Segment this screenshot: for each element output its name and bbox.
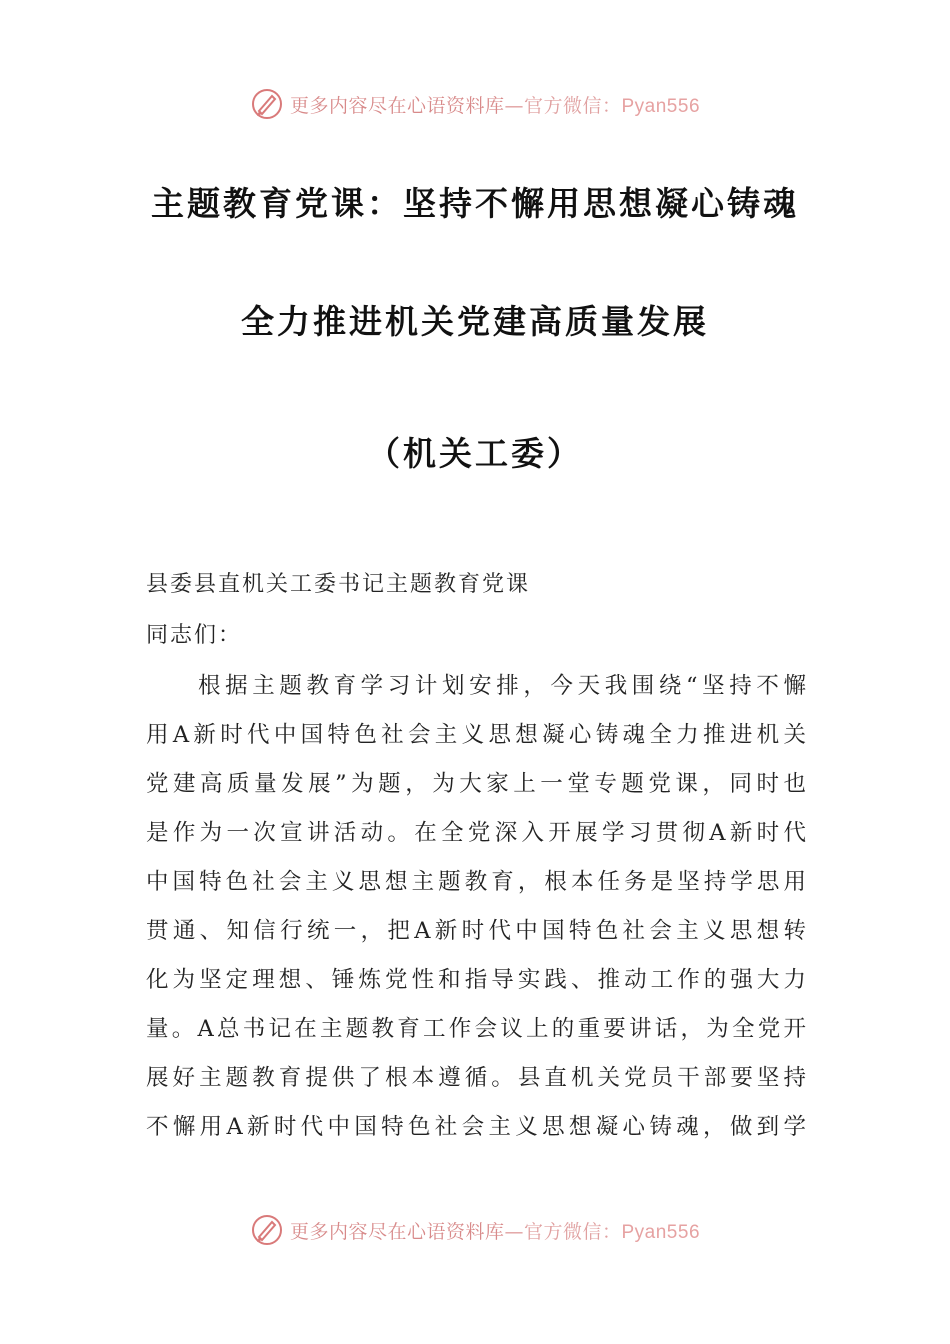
body-line: 用A新时代中国特色社会主义思想凝心铸魂全力推进机关 [146, 722, 806, 748]
body-line: 党建高质量发展”为题，为大家上一堂专题党课，同时也 [146, 771, 806, 797]
pen-logo-icon [250, 87, 284, 121]
salutation: 同志们： [146, 623, 243, 648]
body-paragraph [146, 666, 806, 1156]
title-line-1: 主题教育党课：坚持不懈用思想凝心铸魂 [151, 184, 799, 223]
watermark-wechat-id: Pyan556 [621, 1221, 701, 1243]
body-line: 展好主题教育提供了根本遵循。县直机关党员干部要坚持 [146, 1065, 806, 1091]
body-line: 贯通、知信行统一，把A新时代中国特色社会主义思想转 [146, 918, 806, 944]
body-line: 不懈用A新时代中国特色社会主义思想凝心铸魂，做到学 [146, 1114, 806, 1140]
pen-logo-icon [250, 1213, 284, 1247]
body-line: 是作为一次宣讲活动。在全党深入开展学习贯彻A新时代 [146, 820, 806, 846]
watermark-text [290, 1217, 700, 1244]
watermark-wechat-id: Pyan556 [621, 95, 701, 117]
watermark-brand: 更多内容尽在心语资料库 [289, 1220, 505, 1243]
watermark-label: —官方微信： [504, 1220, 622, 1243]
title-line-2: 全力推进机关党建高质量发展 [241, 302, 709, 341]
subtitle: 县委县直机关工委书记主题教育党课 [146, 572, 531, 597]
watermark-header [0, 84, 950, 124]
watermark-footer [0, 1210, 950, 1250]
body-line: 中国特色社会主义思想主题教育，根本任务是坚持学思用 [146, 869, 806, 895]
title-line-3: （机关工委） [367, 434, 583, 473]
body-line: 量。A总书记在主题教育工作会议上的重要讲话，为全党开 [146, 1016, 806, 1042]
body-line: 化为坚定理想、锤炼党性和指导实践、推动工作的强大力 [146, 967, 806, 993]
watermark-brand: 更多内容尽在心语资料库 [289, 94, 505, 117]
body-line: 根据主题教育学习计划安排，今天我围绕“坚持不懈 [198, 673, 806, 699]
watermark-label: —官方微信： [504, 94, 622, 117]
watermark-text [290, 91, 700, 118]
